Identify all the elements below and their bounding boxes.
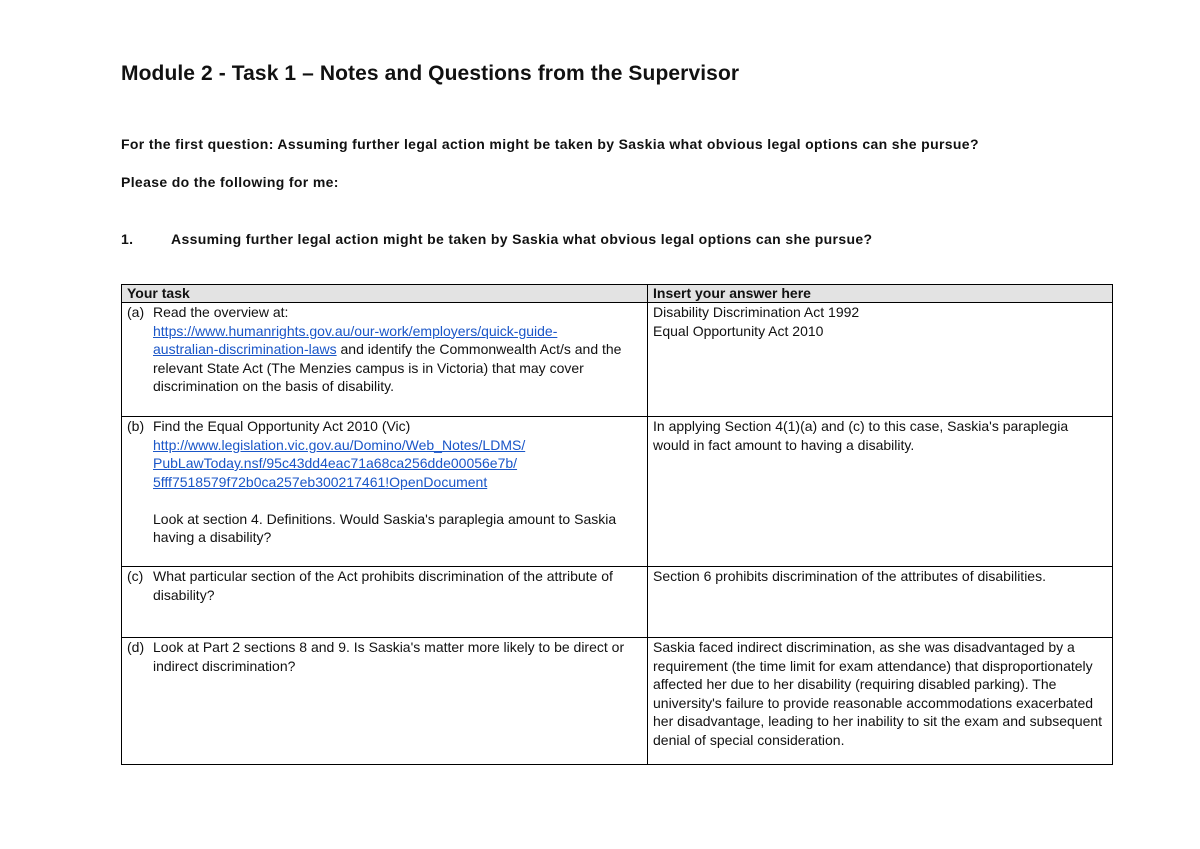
task-label: (d) [127, 639, 145, 655]
task-cell [122, 567, 648, 638]
answer-cell[interactable] [648, 417, 1113, 567]
header-your-task: Your task [122, 285, 648, 303]
task-label: (b) [127, 418, 145, 434]
task-table [121, 284, 1113, 765]
answer-text: Saskia faced indirect discrimination, as she was disadvantaged by a requirement (the time limit for exam attendance) that disproportionately affected her due to her disability (requiring disabled parking). The university's failure to provide reasonable accommodations exacerbated her disadvantage, leading to her inability to sit the exam and subsequent denial of special consideration. [653, 639, 1103, 748]
task-cell [122, 303, 648, 417]
first-question: For the first question: Assuming further legal action might be taken by Saskia what obvious legal options can she pursue? [121, 136, 979, 152]
table-row [122, 417, 1113, 567]
humanrights-link[interactable]: https://www.humanrights.gov.au/our-work/employers/quick-guide- australian-discrimination-laws [153, 322, 558, 357]
task-label: (c) [127, 568, 144, 584]
answer-cell[interactable] [648, 303, 1113, 417]
table-row [122, 638, 1113, 765]
page-title: Module 2 - Task 1 – Notes and Questions from the Supervisor [121, 62, 740, 85]
task-text-continued: and identify the Commonwealth Act/s and the relevant State Act (The Menzies campus is in Victoria) that may cover discrimination on the basis of disability. [153, 341, 622, 394]
table-row [122, 567, 1113, 638]
numbered-item [121, 231, 872, 247]
answer-cell[interactable] [648, 638, 1113, 765]
task-label: (a) [127, 304, 145, 320]
table-row [122, 303, 1113, 417]
task-cell [122, 417, 648, 567]
instruction-text: Please do the following for me: [121, 174, 339, 190]
answer-text: In applying Section 4(1)(a) and (c) to this case, Saskia's paraplegia would in fact amount to having a disability. [653, 418, 1069, 453]
table-header-row [122, 285, 1113, 303]
header-answer: Insert your answer here [648, 285, 1113, 303]
task-text: Look at Part 2 sections 8 and 9. Is Saskia's matter more likely to be direct or indirect discrimination? [153, 639, 625, 674]
task-text: Find the Equal Opportunity Act 2010 (Vic) [153, 418, 411, 434]
answer-cell[interactable] [648, 567, 1113, 638]
item-number: 1. [121, 231, 134, 247]
answer-text: Section 6 prohibits discrimination of the attributes of disabilities. [653, 568, 1046, 584]
task-text: What particular section of the Act prohibits discrimination of the attribute of disability? [153, 568, 613, 603]
task-cell [122, 638, 648, 765]
legislation-link[interactable]: http://www.legislation.vic.gov.au/Domino/Web_Notes/LDMS/ PubLawToday.nsf/95c43dd4eac71a68ca256dde00056e7b/ 5fff7518579f72b0ca257eb300217461!OpenDocument [153, 436, 526, 490]
task-text-continued: Look at section 4. Definitions. Would Saskia's paraplegia amount to Saskia having a disability? [153, 510, 617, 545]
item-text: Assuming further legal action might be taken by Saskia what obvious legal options can she pursue? [171, 231, 873, 247]
answer-text: Disability Discrimination Act 1992 [653, 304, 860, 320]
task-text: Read the overview at: [153, 304, 289, 320]
answer-text: Equal Opportunity Act 2010 [653, 322, 824, 339]
